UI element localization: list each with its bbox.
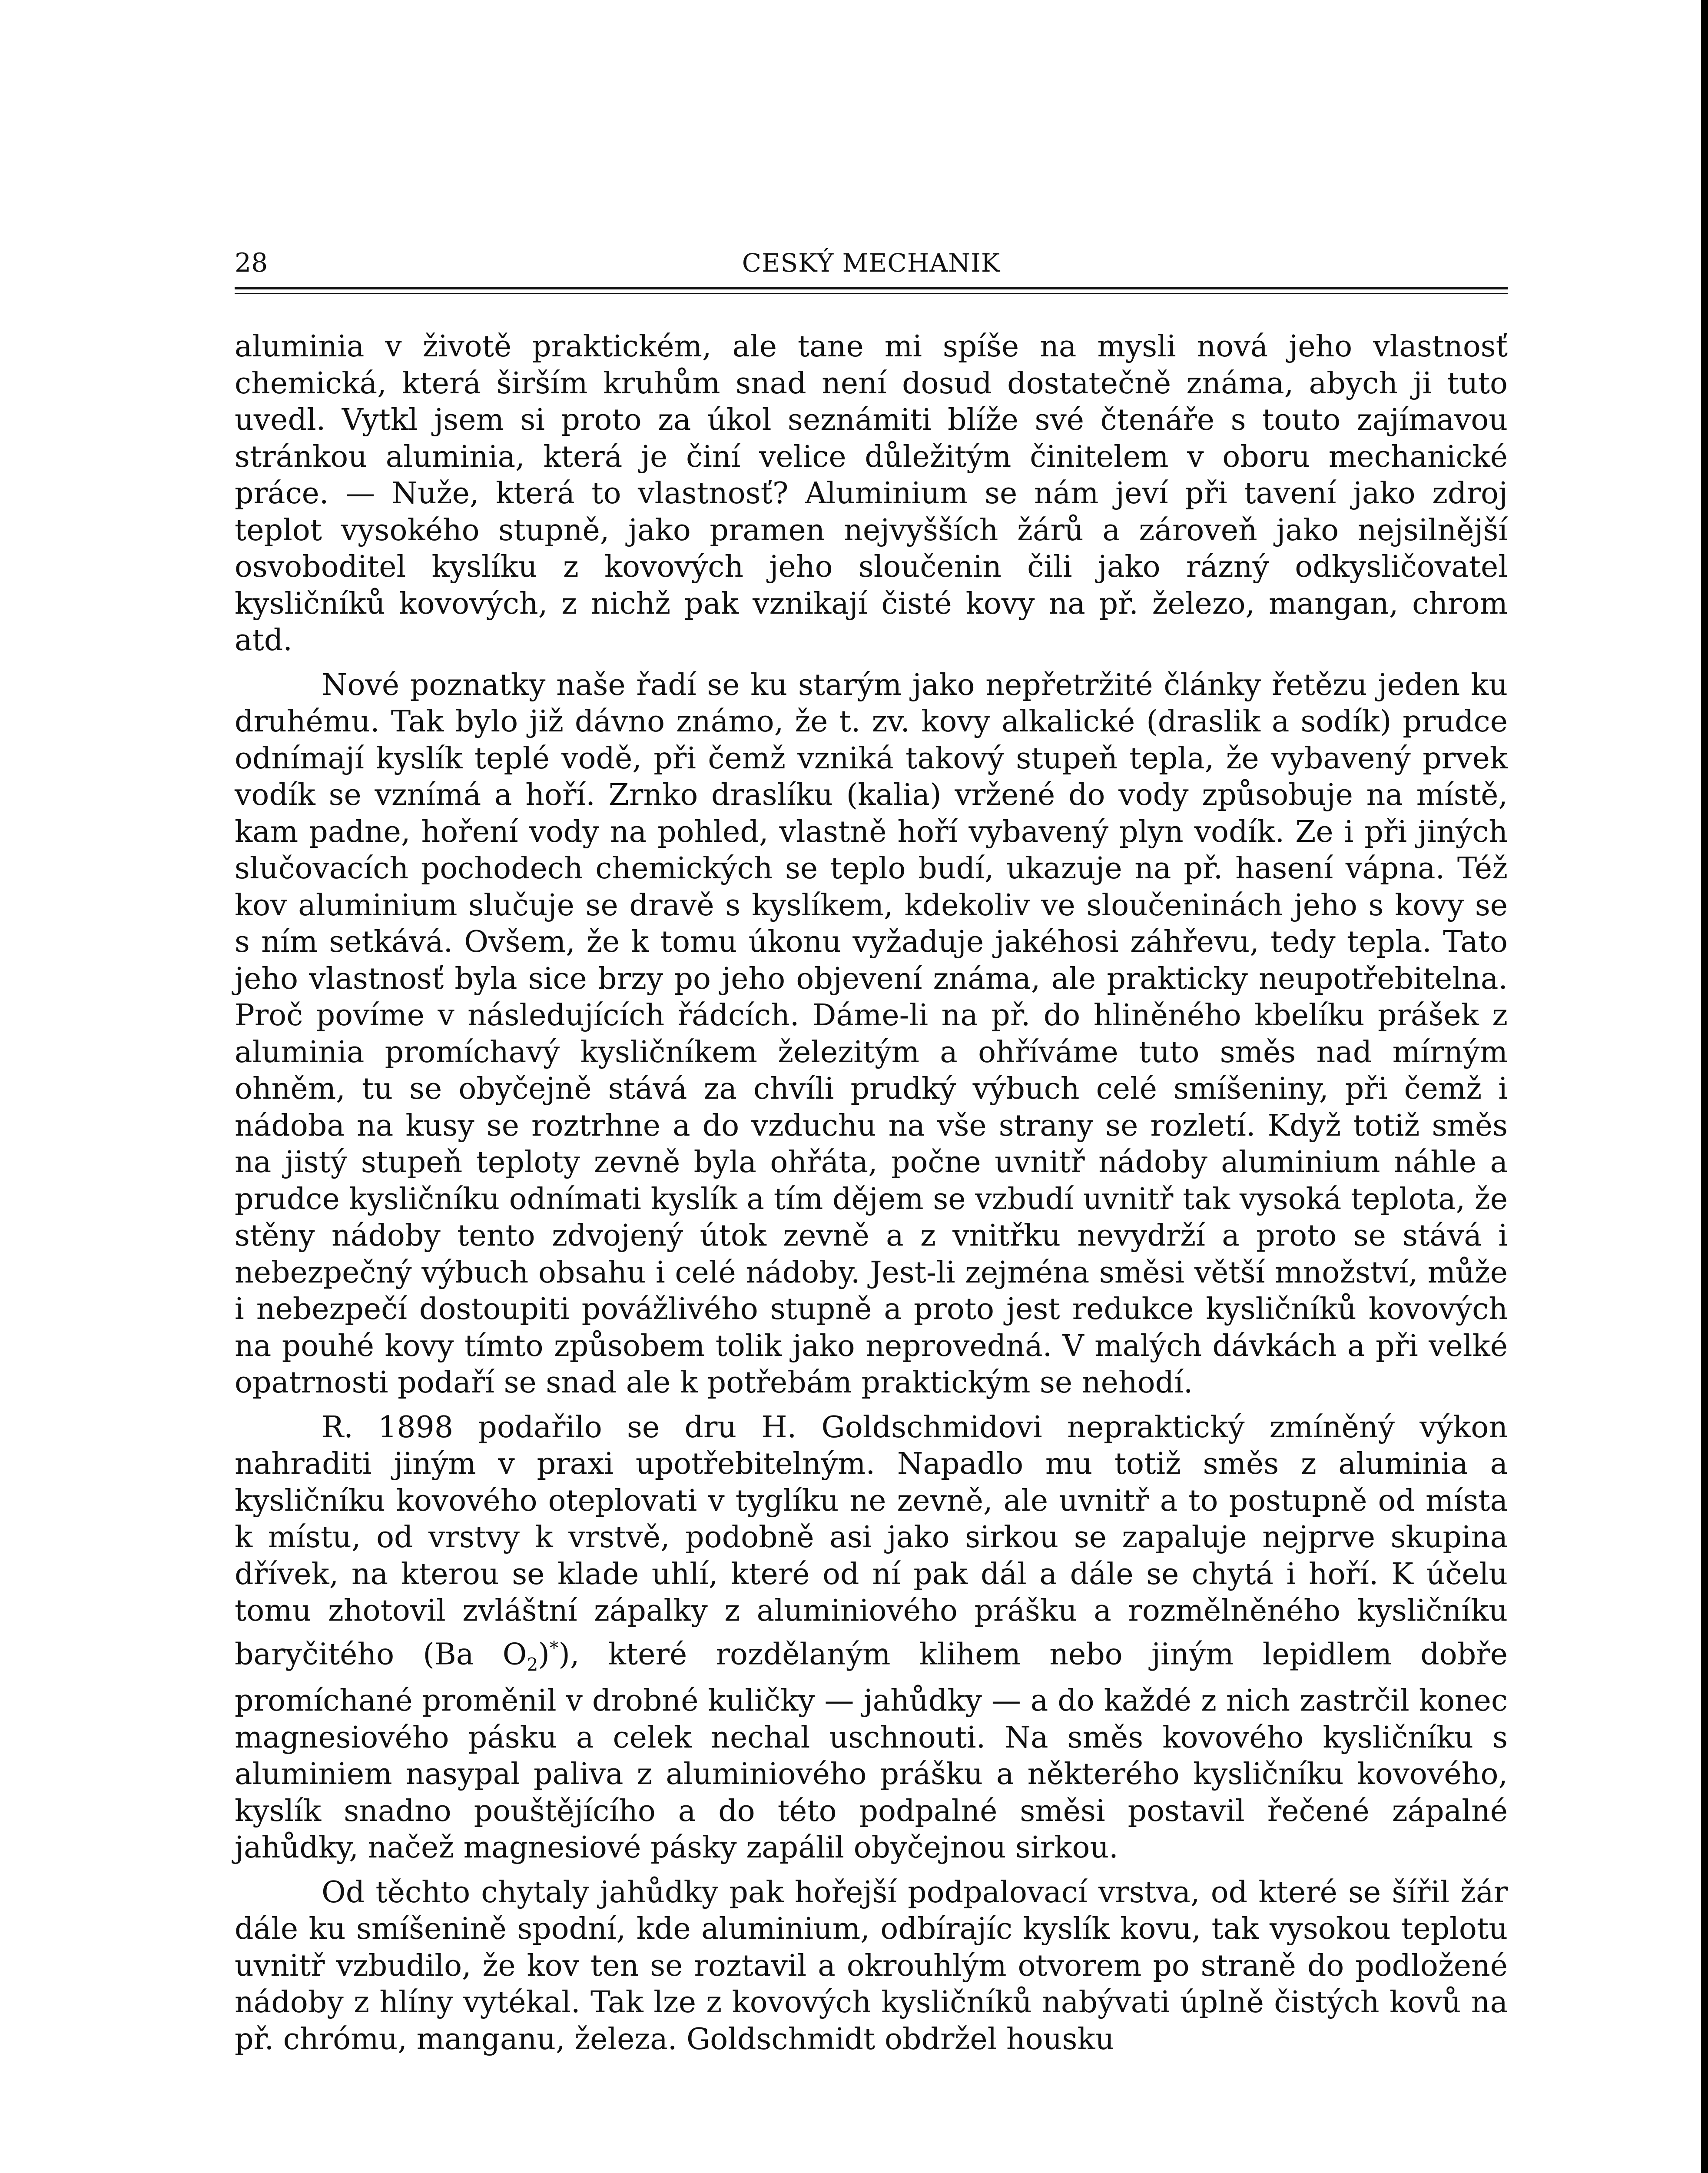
paragraph-3-text-after: ), které rozdělaným klihem nebo jiným lepidlem dobře promíchané proměnil v drobné kuličky — jahůdky — a do každé z nich zastrčil konec magnesiového pásku a celek nechal uschnouti. Na směs kovového kysličníku s aluminiem nasypal paliva z aluminiového prášku a některého kysličníku kovového, kyslík snadno pouštějícího a do této podpalné směsi postavil řečené zápalné jahůdky, načež magnesiové pásky zapálil obyčejnou sirkou.	[235, 1637, 1508, 1865]
page-number: 28	[235, 248, 268, 278]
paragraph-1: aluminia v životě praktickém, ale tane mi spíše na mysli nová jeho vlastnosť chemická, která širším kruhům snad není dosud dostatečně známa, abych ji tuto uvedl. Vytkl jsem si proto za úkol seznámiti blíže své čtenáře s touto zajímavou stránkou aluminia, která je činí velice důležitým činitelem v oboru mechanické práce. — Nuže, která to vlastnosť? Aluminium se nám jeví při tavení jako zdroj teplot vysokého stupně, jako pramen nejvyšších žárů a zároveň jako nejsilnější osvoboditel kyslíku z kovových jeho sloučenin čili jako rázný odkysličovatel kysličníků kovových, z nichž pak vznikají čisté kovy na př. železo, mangan, chrom atd.	[235, 329, 1508, 658]
footnote-reference: *	[549, 1637, 559, 1658]
page-edge-border	[1701, 0, 1708, 2173]
page-header	[235, 243, 1508, 296]
paragraph-3	[235, 1409, 1508, 1867]
formula-subscript: 2	[527, 1654, 538, 1675]
formula-close: )	[538, 1637, 550, 1672]
header-rule	[235, 287, 1508, 289]
paragraph-3-text-before: R. 1898 podařilo se dru H. Goldschmidovi nepraktický zmíněný výkon nahraditi jiným v praxi upotřebitelným. Napadlo mu totiž směs z aluminia a kysličníku kovového oteplovati v tyglíku ne zevně, ale uvnitř a to postupně od místa k místu, od vrstvy k vrstvě, podobně asi jako sirkou se zapaluje nejprve skupina dřívek, na kterou se klade uhlí, které od ní pak dál a dále se chytá i hoří. K účelu tomu zhotovil zvláštní zápalky z aluminiového prášku a rozmělněného kysličníku baryčitého (Ba O	[235, 1410, 1508, 1672]
header-rule-secondary	[235, 293, 1508, 294]
running-title: CESKÝ MECHANIK	[742, 248, 1001, 278]
paragraph-4: Od těchto chytaly jahůdky pak hořejší podpalovací vrstva, od které se šířil žár dále ku smíšenině spodní, kde aluminium, odbírajíc kyslík kovu, tak vysokou teplotu uvnitř vzbudilo, že kov ten se roztavil a okrouhlým otvorem po straně do podložené nádoby z hlíny vytékal. Tak lze z kovových kysličníků nabývati úplně čistých kovů na př. chrómu, manganu, železa. Goldschmidt obdržel housku	[235, 1875, 1508, 2057]
paragraph-2: Nové poznatky naše řadí se ku starým jako nepřetržité články řetězu jeden ku druhému. Tak bylo již dávno známo, že t. zv. kovy alkalické (draslik a sodík) prudce odnímají kyslík teplé vodě, při čemž vzniká takový stupeň tepla, že vybavený prvek vodík se vznímá a hoří. Zrnko draslíku (kalia) vržené do vody způsobuje na místě, kam padne, hoření vody na pohled, vlastně hoří vybavený plyn vodík. Ze i při jiných slučovacích pochodech chemických se teplo budí, ukazuje na př. hasení vápna. Též kov aluminium slučuje se dravě s kyslíkem, kdekoliv ve sloučeninách jeho s kovy se s ním setkává. Ovšem, že k tomu úkonu vyžaduje jakéhosi záhřevu, tedy tepla. Tato jeho vlastnosť byla sice brzy po jeho objevení známa, ale prakticky neupotřebitelna. Proč povíme v následujících řádcích. Dáme-li na př. do hliněného kbelíku prášek z aluminia promíchavý kysličníkem železitým a ohříváme tuto směs nad mírným ohněm, tu se obyčejně stává za chvíli prudký výbuch celé smíšeniny, při čemž i nádoba na kusy se roztrhne a do vzduchu na vše strany se rozletí. Když totiž směs na jistý stupeň teploty zevně byla ohřáta, počne uvnitř nádoby aluminium náhle a prudce kysličníku odnímati kyslík a tím dějem se vzbudí uvnitř tak vysoká teplota, že stěny nádoby tento zdvojený útok zevně a z vnitřku nevydrží a proto se stává i nebezpečný výbuch obsahu i celé nádoby. Jest-li zejména směsi větší množství, může i nebezpečí dostoupiti povážlivého stupně a proto jest redukce kysličníků kovových na pouhé kovy tímto způsobem tolik jako neprovedná. V malých dávkách a při velké opatrnosti podaří se snad ale k potřebám praktickým se nehodí.	[235, 668, 1508, 1400]
article-body	[235, 329, 1508, 2058]
